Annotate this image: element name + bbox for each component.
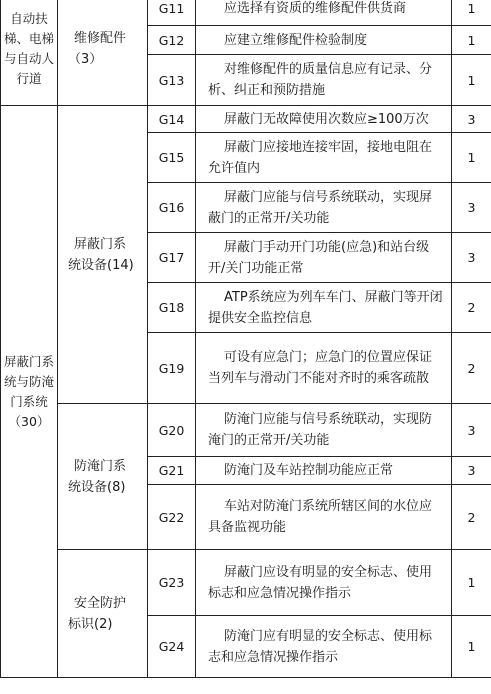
item-code: G19 (148, 333, 196, 404)
item-points: 3 (452, 457, 491, 485)
item-text: 防淹门应有明显的安全标志、使用标志和应急情况操作指示 (196, 616, 452, 678)
item-text: 应建立维修配件检验制度 (196, 26, 452, 55)
item-points: 1 (452, 55, 491, 106)
item-code: G12 (148, 26, 196, 55)
item-text: 屏蔽门应设有明显的安全标志、使用标志和应急情况操作指示 (196, 550, 452, 616)
item-code: G13 (148, 55, 196, 106)
item-points: 1 (452, 616, 491, 678)
item-text: 屏蔽门应接地连接牢固，接地电阻在允许值内 (196, 133, 452, 183)
item-text: 应选择有资质的维修配件供货商 (196, 0, 452, 26)
item-points: 2 (452, 333, 491, 404)
item-points: 3 (452, 183, 491, 233)
item-text: ATP系统应为列车车门、屏蔽门等开闭提供安全监控信息 (196, 283, 452, 333)
table-row (1, 106, 491, 133)
item-code: G20 (148, 404, 196, 457)
subgroup-cell (58, 106, 148, 404)
category-cell: 自动扶梯、电梯与自动人行道 (1, 0, 58, 106)
subgroup-label: 防淹门系统设备(8) (68, 458, 127, 495)
subgroup-label: 安全防护标识(2) (68, 595, 127, 632)
item-points: 1 (452, 26, 491, 55)
subgroup-cell (58, 0, 148, 106)
subgroup-label: 维修配件（3） (68, 30, 127, 67)
item-code: G17 (148, 233, 196, 283)
item-text: 屏蔽门手动开门功能(应急)和站台级开/关门功能正常 (196, 233, 452, 283)
item-code: G16 (148, 183, 196, 233)
table-row (1, 0, 491, 26)
item-code: G15 (148, 133, 196, 183)
item-code: G14 (148, 106, 196, 133)
item-code: G18 (148, 283, 196, 333)
subgroup-cell (58, 550, 148, 678)
item-code: G21 (148, 457, 196, 485)
item-points: 1 (452, 133, 491, 183)
subgroup-label: 屏蔽门系统设备(14) (68, 236, 134, 273)
item-points: 1 (452, 550, 491, 616)
item-code: G23 (148, 550, 196, 616)
item-text: 防淹门及车站控制功能应正常 (196, 457, 452, 485)
item-points: 1 (452, 0, 491, 26)
item-points: 2 (452, 283, 491, 333)
item-code: G22 (148, 485, 196, 550)
subgroup-cell (58, 404, 148, 550)
table-row (1, 404, 491, 457)
item-points: 3 (452, 106, 491, 133)
item-code: G11 (148, 0, 196, 26)
item-text: 对维修配件的质量信息应有记录、分析、纠正和预防措施 (196, 55, 452, 106)
item-text: 屏蔽门无故障使用次数应≥100万次 (196, 106, 452, 133)
item-text: 屏蔽门应能与信号系统联动，实现屏蔽门的正常开/关功能 (196, 183, 452, 233)
table-row (1, 550, 491, 616)
item-text: 防淹门应能与信号系统联动，实现防淹门的正常开/关功能 (196, 404, 452, 457)
item-points: 3 (452, 404, 491, 457)
item-text: 车站对防淹门系统所辖区间的水位应具备监视功能 (196, 485, 452, 550)
item-text: 可设有应急门；应急门的位置应保证当列车与滑动门不能对齐时的乘客疏散 (196, 333, 452, 404)
item-points: 2 (452, 485, 491, 550)
item-points: 3 (452, 233, 491, 283)
category-cell: 屏蔽门系统与防淹门系统（30） (1, 106, 58, 678)
item-code: G24 (148, 616, 196, 678)
